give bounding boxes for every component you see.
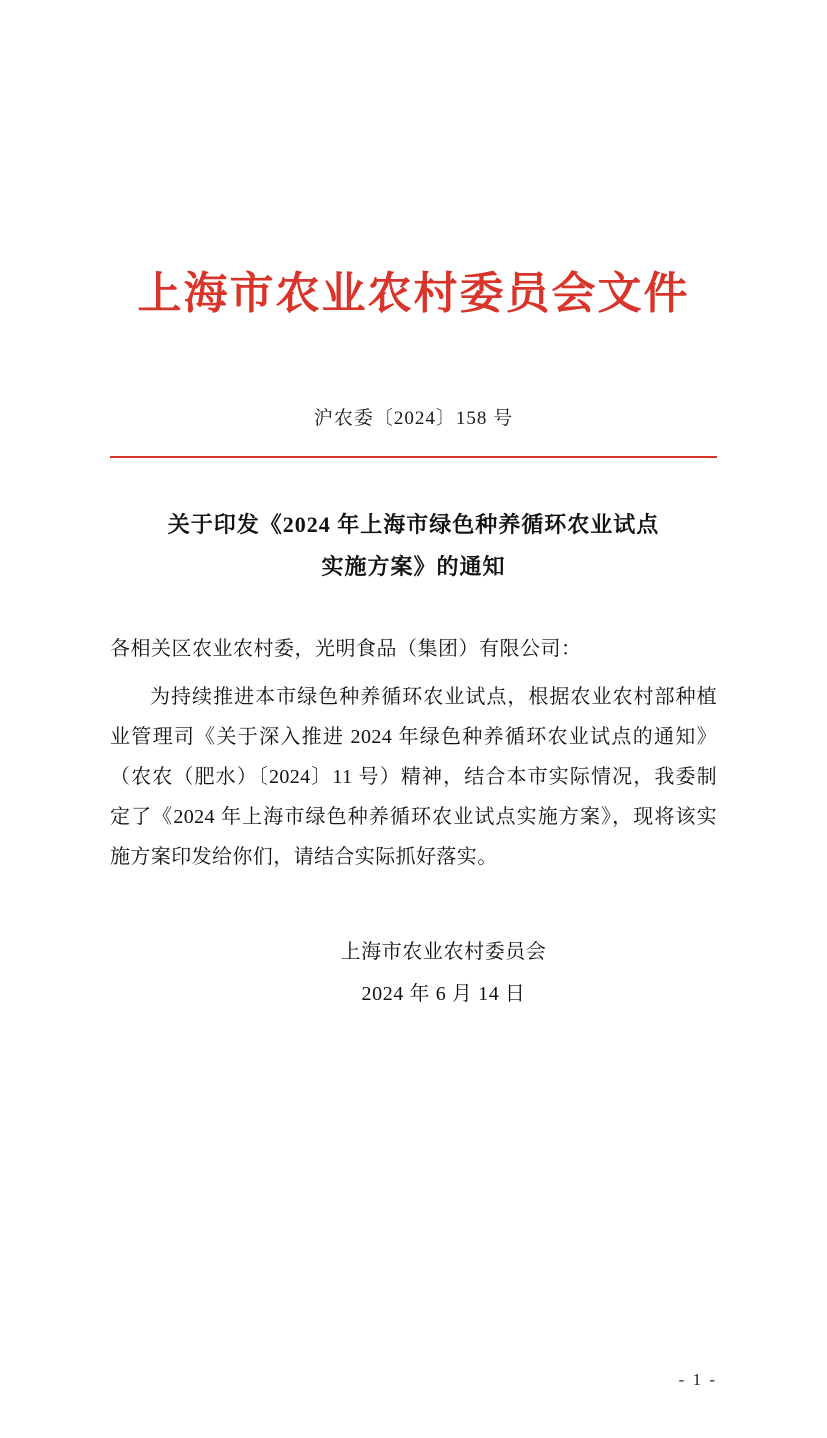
signature-block [110,931,717,1015]
document-page [0,268,827,1438]
document-number: 沪农委〔2024〕158 号 [313,407,514,429]
signature-date: 2024 年 6 月 14 日 [361,983,526,1006]
notice-title [110,504,717,588]
notice-title-line-2: 实施方案》的通知 [321,553,506,579]
page-number: - 1 - [678,1370,717,1389]
notice-title-line-1: 关于印发《2024 年上海市绿色种养循环农业试点 [167,511,660,537]
signature-organization: 上海市农业农村委员会 [340,941,547,964]
salutation: 各相关区农业农村委，光明食品（集团）有限公司： [110,638,582,661]
document-header-title: 上海市农业农村委员会文件 [137,269,690,318]
body-paragraph: 为持续推进本市绿色种养循环农业试点，根据农业农村部种植业管理司《关于深入推进 2024 年绿色种养循环农业试点的通知》（农农（肥水）〔2024〕11 号）精神，结合本市实际情况，我委制定了《2024 年上海市绿色种养循环农业试点实施方案》，现将该实施方案印发给你们，请结合实际抓好落实。 [110,686,717,869]
red-divider-rule [110,456,717,458]
